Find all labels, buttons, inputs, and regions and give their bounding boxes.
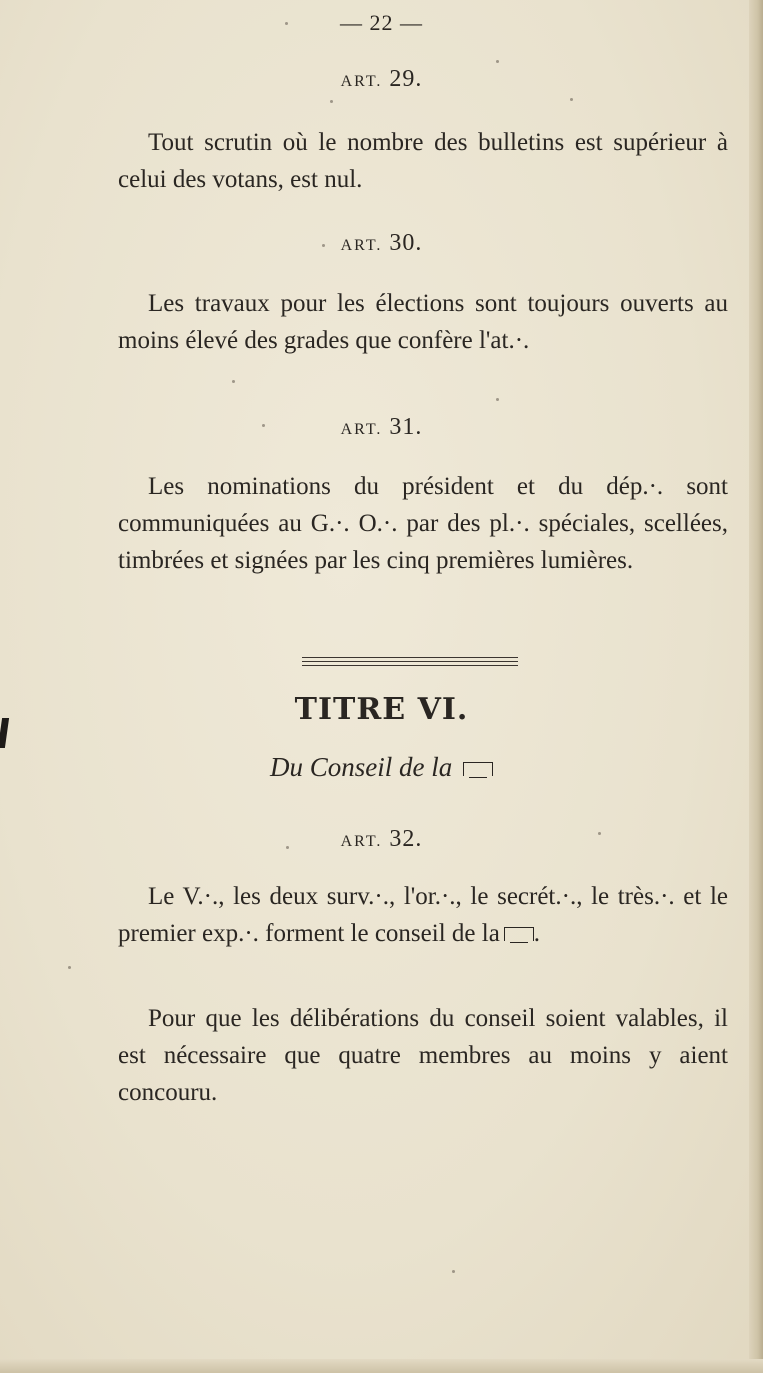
paragraph-end: . xyxy=(533,920,541,947)
article-32-text-2: Pour que les délibérations du conseil soient valables, il est nécessaire que quatre membres au moins y aient concouru. xyxy=(118,1005,728,1106)
article-label: ART. xyxy=(340,237,383,254)
article-32-heading xyxy=(0,826,763,853)
article-31-heading xyxy=(0,414,763,441)
section-divider xyxy=(302,665,518,666)
subtitle-text: Du Conseil de la xyxy=(270,752,453,782)
paper-speck xyxy=(262,424,265,427)
paper-speck xyxy=(285,22,288,25)
article-31-text: Les nominations du président et du dép.·. sont communiquées au G.·. O.·. par des pl.·. spéciales, scellées, timbrées et signées par les cinq premières lumières. xyxy=(118,473,728,574)
article-number: 30. xyxy=(389,230,423,256)
paper-speck xyxy=(496,60,499,63)
paper-speck xyxy=(68,966,71,969)
paper-speck xyxy=(598,832,601,835)
titre-heading: TITRE VI. xyxy=(294,692,469,727)
article-29-text: Tout scrutin où le nombre des bulletins est supérieur à celui des votans, est nul. xyxy=(118,129,728,193)
page-edge-bottom xyxy=(0,1359,763,1373)
paper-speck xyxy=(330,100,333,103)
section-subtitle xyxy=(0,752,763,783)
article-number: 29. xyxy=(389,66,423,92)
page-number: — 22 — xyxy=(340,10,423,35)
page-edge-right xyxy=(749,0,763,1373)
paragraph-text: Le V.·., les deux surv.·., l'or.·., le secrét.·., le très.·. et le premier exp.·. forment le conseil de la xyxy=(118,883,728,947)
paper-speck xyxy=(232,380,235,383)
paper-speck xyxy=(496,398,499,401)
article-label: ART. xyxy=(340,73,383,90)
lodge-symbol-icon xyxy=(504,927,534,941)
paper-speck xyxy=(322,244,325,247)
lodge-symbol-icon xyxy=(463,762,493,776)
article-30-heading xyxy=(0,230,763,257)
article-29-heading xyxy=(0,66,763,93)
paper-speck xyxy=(452,1270,455,1273)
article-32-text-1 xyxy=(118,878,728,952)
article-label: ART. xyxy=(340,833,383,850)
article-number: 31. xyxy=(389,414,423,440)
article-30-text: Les travaux pour les élections sont toujours ouverts au moins élevé des grades que confère l'at.·. xyxy=(118,290,728,354)
section-divider xyxy=(302,661,518,662)
article-label: ART. xyxy=(340,421,383,438)
paper-speck xyxy=(286,846,289,849)
article-number: 32. xyxy=(389,826,423,852)
section-divider xyxy=(302,657,518,658)
paper-speck xyxy=(570,98,573,101)
